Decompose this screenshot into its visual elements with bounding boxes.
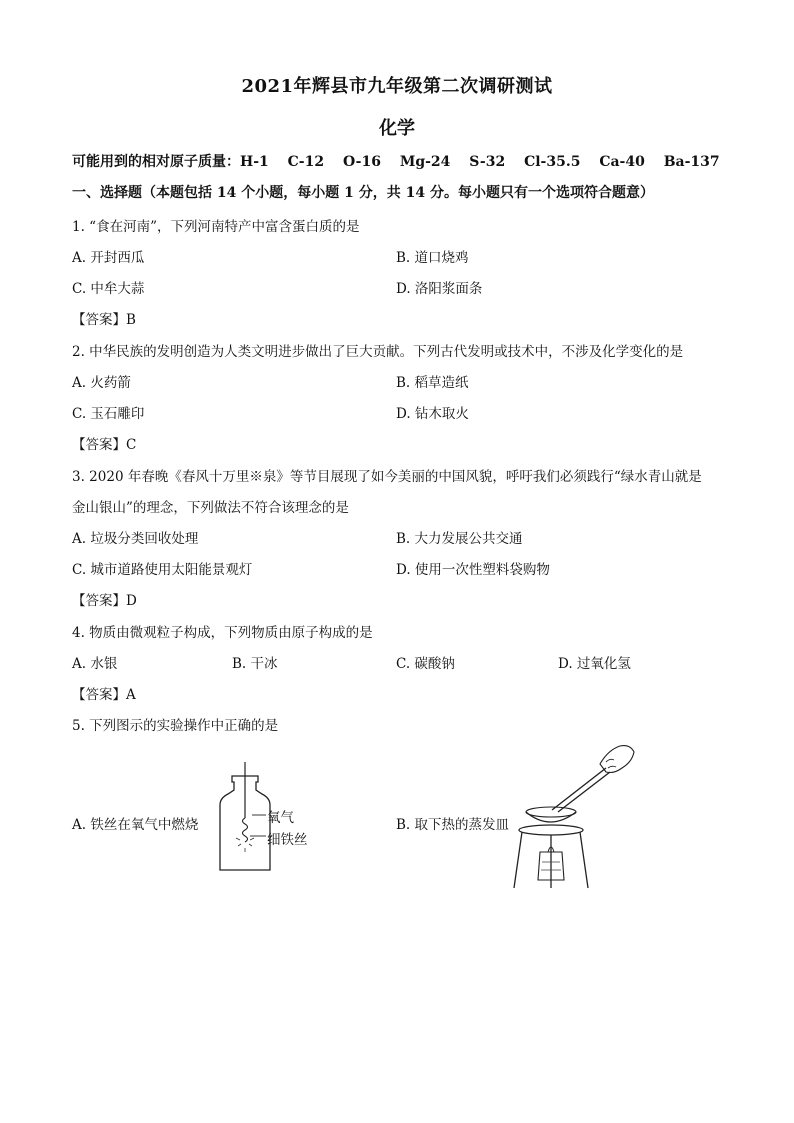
answer-label: 【答案】 [72, 593, 126, 609]
answer-label: 【答案】 [72, 687, 126, 703]
question-3-stem-line2: 金山银山”的理念，下列做法不符合该理念的是 [72, 500, 349, 516]
q3-option-d: D. 使用一次性塑料袋购物 [396, 562, 550, 578]
q5-option-a: A. 铁丝在氧气中燃烧 [72, 817, 199, 833]
q3-option-c: C. 城市道路使用太阳能景观灯 [72, 562, 253, 578]
question-1-stem: 1. “食在河南”，下列河南特产中富含蛋白质的是 [72, 219, 360, 235]
answer-value: A [126, 687, 136, 703]
q1-answer [72, 308, 136, 328]
q1-option-b: B. 道口烧鸡 [396, 250, 469, 266]
answer-value: B [126, 312, 136, 328]
section-heading: 一、选择题（本题包括 14 个小题，每小题 1 分，共 14 分。每小题只有一个选项符合题意） [72, 185, 654, 201]
answer-label: 【答案】 [72, 437, 126, 453]
q4-answer [72, 683, 136, 703]
iron-wire-oxygen-diagram [206, 760, 326, 880]
q2-answer [72, 433, 136, 453]
q3-option-b: B. 大力发展公共交通 [396, 531, 523, 547]
q2-option-d: D. 钻木取火 [396, 406, 469, 422]
answer-label: 【答案】 [72, 312, 126, 328]
q2-option-a: A. 火药箭 [72, 375, 131, 391]
page-title: 2021年辉县市九年级第二次调研测试 [241, 76, 553, 97]
q4-option-d: D. 过氧化氢 [558, 656, 631, 672]
question-5-stem: 5. 下列图示的实验操作中正确的是 [72, 718, 279, 734]
atomic-masses: 可能用到的相对原子质量：H-1 C-12 O-16 Mg-24 S-32 Cl-35.5 Ca-40 Ba-137 [72, 154, 720, 170]
answer-value: D [126, 593, 137, 609]
q4-option-a: A. 水银 [72, 656, 118, 672]
q1-option-d: D. 洛阳浆面条 [396, 281, 483, 297]
question-4-stem: 4. 物质由微观粒子构成，下列物质由原子构成的是 [72, 625, 373, 641]
q4-option-c: C. 碳酸钠 [396, 656, 455, 672]
q2-option-b: B. 稻草造纸 [396, 375, 469, 391]
q1-option-a: A. 开封西瓜 [72, 250, 145, 266]
answer-value: C [126, 437, 137, 453]
q1-option-c: C. 中牟大蒜 [72, 281, 145, 297]
q3-option-a: A. 垃圾分类回收处理 [72, 531, 199, 547]
label-oxygen: 氧气 [267, 810, 294, 826]
evaporating-dish-diagram [500, 742, 640, 892]
subject-title: 化学 [379, 118, 415, 139]
question-3-stem-line1: 3. 2020 年春晚《春风十万里※泉》等节目展现了如今美丽的中国风貌，呼吁我们必须践行“绿水青山就是 [72, 469, 702, 485]
question-2-stem: 2. 中华民族的发明创造为人类文明进步做出了巨大贡献。下列古代发明或技术中，不涉及化学变化的是 [72, 344, 684, 360]
q4-option-b: B. 干冰 [232, 656, 278, 672]
q5-option-b: B. 取下热的蒸发皿 [396, 817, 510, 833]
q2-option-c: C. 玉石雕印 [72, 406, 145, 422]
q3-answer [72, 589, 137, 609]
label-iron-wire: 细铁丝 [267, 832, 308, 848]
